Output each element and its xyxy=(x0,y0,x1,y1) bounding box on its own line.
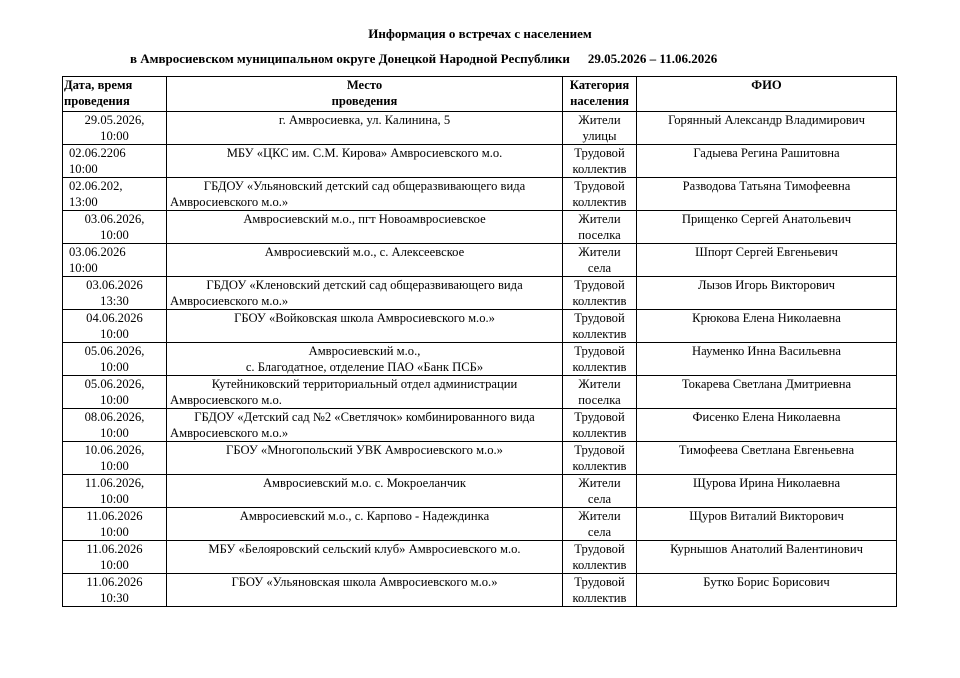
category-line-2: улицы xyxy=(582,129,617,143)
place-line-1: ГБДОУ «Ульяновский детский сад общеразвивающего вида xyxy=(203,179,526,193)
table-row xyxy=(63,145,897,178)
place-line-2: Амвросиевского м.о.» xyxy=(170,195,289,209)
place-line-1: Кутейниковский территориальный отдел администрации xyxy=(211,377,518,391)
category-line-2: села xyxy=(587,261,612,275)
cell-place xyxy=(167,310,563,343)
cell-place xyxy=(167,244,563,277)
fio-text: Шпорт Сергей Евгеньевич xyxy=(695,245,838,259)
category-line-1: Трудовой xyxy=(574,575,625,589)
category-line-1: Трудовой xyxy=(574,179,625,193)
date-text: 02.06.202, xyxy=(69,179,123,193)
cell-place xyxy=(167,343,563,376)
category-line-2: коллектив xyxy=(572,294,627,308)
table-row xyxy=(63,409,897,442)
cell-fio xyxy=(637,376,897,409)
category-line-1: Жители xyxy=(578,509,621,523)
date-text: 08.06.2026, xyxy=(84,410,145,424)
cell-date-time xyxy=(63,244,167,277)
cell-date-time xyxy=(63,442,167,475)
cell-category xyxy=(563,442,637,475)
cell-date-time xyxy=(63,376,167,409)
date-text: 11.06.2026 xyxy=(86,509,143,523)
meetings-table xyxy=(62,76,897,607)
category-line-2: коллектив xyxy=(572,327,627,341)
cell-fio xyxy=(637,574,897,607)
cell-place xyxy=(167,211,563,244)
time-text: 10:00 xyxy=(100,558,129,572)
date-text: 02.06.2206 xyxy=(69,146,126,160)
table-row xyxy=(63,541,897,574)
category-line-2: поселка xyxy=(578,393,621,407)
date-text: 11.06.2026 xyxy=(86,542,143,556)
fio-text: Крюкова Елена Николаевна xyxy=(692,311,841,325)
table-header-row xyxy=(63,77,897,112)
time-text: 10:00 xyxy=(100,525,129,539)
place-line-1: Амвросиевский м.о., с. Алексеевское xyxy=(264,245,465,259)
cell-date-time xyxy=(63,343,167,376)
place-line-2: Амвросиевского м.о. xyxy=(170,393,282,407)
cell-category xyxy=(563,277,637,310)
table-row xyxy=(63,376,897,409)
cell-category xyxy=(563,178,637,211)
cell-date-time xyxy=(63,409,167,442)
category-line-1: Трудовой xyxy=(574,311,625,325)
cell-category xyxy=(563,475,637,508)
category-line-2: поселка xyxy=(578,228,621,242)
header-category: Категория населения xyxy=(563,77,637,112)
cell-date-time xyxy=(63,211,167,244)
place-line-1: Амвросиевский м.о. с. Мокроеланчик xyxy=(262,476,467,490)
cell-category xyxy=(563,211,637,244)
date-text: 11.06.2026, xyxy=(84,476,145,490)
fio-text: Щурова Ирина Николаевна xyxy=(692,476,841,490)
cell-place xyxy=(167,574,563,607)
date-text: 04.06.2026 xyxy=(86,311,143,325)
time-text: 10:00 xyxy=(100,459,129,473)
header-place: Место проведения xyxy=(167,77,563,112)
cell-category xyxy=(563,376,637,409)
cell-fio xyxy=(637,310,897,343)
cell-category xyxy=(563,310,637,343)
date-text: 03.06.2026 xyxy=(69,245,126,259)
subtitle-period: 29.05.2026 – 11.06.2026 xyxy=(587,51,718,66)
cell-place xyxy=(167,475,563,508)
place-line-1: Амвросиевский м.о., с. Карпово - Надеждинка xyxy=(239,509,490,523)
category-line-1: Трудовой xyxy=(574,344,625,358)
place-line-1: Амвросиевский м.о., xyxy=(308,344,421,358)
cell-category xyxy=(563,574,637,607)
cell-place xyxy=(167,277,563,310)
category-line-1: Трудовой xyxy=(574,146,625,160)
cell-place xyxy=(167,541,563,574)
category-line-1: Жители xyxy=(578,377,621,391)
fio-text: Разводова Татьяна Тимофеевна xyxy=(682,179,851,193)
cell-fio xyxy=(637,343,897,376)
cell-fio xyxy=(637,541,897,574)
cell-date-time xyxy=(63,508,167,541)
category-line-1: Жители xyxy=(578,476,621,490)
time-text: 13:00 xyxy=(69,195,98,209)
cell-place xyxy=(167,442,563,475)
cell-fio xyxy=(637,508,897,541)
fio-text: Науменко Инна Васильевна xyxy=(692,344,841,358)
cell-fio xyxy=(637,277,897,310)
date-text: 05.06.2026, xyxy=(84,344,145,358)
time-text: 10:00 xyxy=(100,327,129,341)
cell-fio xyxy=(637,145,897,178)
place-line-1: г. Амвросиевка, ул. Калинина, 5 xyxy=(278,113,451,127)
cell-date-time xyxy=(63,145,167,178)
category-line-2: коллектив xyxy=(572,195,627,209)
cell-category xyxy=(563,409,637,442)
fio-text: Бутко Борис Борисович xyxy=(703,575,830,589)
place-line-1: ГБОУ «Ульяновская школа Амвросиевского м.о.» xyxy=(231,575,498,589)
cell-category xyxy=(563,244,637,277)
cell-fio xyxy=(637,475,897,508)
category-line-1: Трудовой xyxy=(574,542,625,556)
fio-text: Фисенко Елена Николаевна xyxy=(692,410,841,424)
date-text: 03.06.2026 xyxy=(86,278,143,292)
cell-fio xyxy=(637,442,897,475)
cell-date-time xyxy=(63,112,167,145)
table-row xyxy=(63,343,897,376)
table-row xyxy=(63,211,897,244)
place-line-1: ГБДОУ «Кленовский детский сад общеразвивающего вида xyxy=(206,278,523,292)
cell-date-time xyxy=(63,541,167,574)
time-text: 10:00 xyxy=(69,261,98,275)
cell-date-time xyxy=(63,178,167,211)
cell-date-time xyxy=(63,310,167,343)
category-line-2: коллектив xyxy=(572,162,627,176)
fio-text: Щуров Виталий Викторович xyxy=(689,509,844,523)
cell-place xyxy=(167,112,563,145)
place-line-1: Амвросиевский м.о., пгт Новоамвросиевское xyxy=(243,212,486,226)
place-line-1: МБУ «ЦКС им. С.М. Кирова» Амвросиевского м.о. xyxy=(226,146,503,160)
header-fio: ФИО xyxy=(637,77,897,112)
cell-category xyxy=(563,541,637,574)
place-line-1: МБУ «Белояровский сельский клуб» Амвросиевского м.о. xyxy=(208,542,521,556)
place-line-2: Амвросиевского м.о.» xyxy=(170,426,289,440)
category-line-1: Трудовой xyxy=(574,410,625,424)
time-text: 10:00 xyxy=(100,492,129,506)
document-title: Информация о встречах с населением xyxy=(368,26,592,41)
cell-category xyxy=(563,145,637,178)
fio-text: Гадыева Регина Рашитовна xyxy=(693,146,840,160)
time-text: 10:00 xyxy=(100,426,129,440)
table-row xyxy=(63,508,897,541)
cell-fio xyxy=(637,178,897,211)
table-row xyxy=(63,574,897,607)
date-text: 10.06.2026, xyxy=(84,443,145,457)
table-row xyxy=(63,475,897,508)
place-line-2: Амвросиевского м.о.» xyxy=(170,294,289,308)
fio-text: Тимофеева Светлана Евгеньевна xyxy=(678,443,855,457)
fio-text: Прищенко Сергей Анатольевич xyxy=(681,212,852,226)
time-text: 10:00 xyxy=(100,393,129,407)
category-line-1: Трудовой xyxy=(574,278,625,292)
table-row xyxy=(63,310,897,343)
header-date: Дата, время проведения xyxy=(63,77,167,112)
category-line-2: коллектив xyxy=(572,360,627,374)
category-line-2: коллектив xyxy=(572,591,627,605)
fio-text: Лызов Игорь Викторович xyxy=(697,278,836,292)
cell-place xyxy=(167,508,563,541)
date-text: 29.05.2026, xyxy=(84,113,145,127)
category-line-2: коллектив xyxy=(572,558,627,572)
date-text: 03.06.2026, xyxy=(84,212,145,226)
category-line-1: Трудовой xyxy=(574,443,625,457)
fio-text: Курнышов Анатолий Валентинович xyxy=(670,542,863,556)
table-row xyxy=(63,178,897,211)
place-line-2: с. Благодатное, отделение ПАО «Банк ПСБ» xyxy=(245,360,484,374)
table-row xyxy=(63,112,897,145)
time-text: 10:30 xyxy=(100,591,129,605)
cell-fio xyxy=(637,409,897,442)
cell-place xyxy=(167,376,563,409)
cell-category xyxy=(563,112,637,145)
cell-category xyxy=(563,343,637,376)
date-text: 05.06.2026, xyxy=(84,377,145,391)
date-text: 11.06.2026 xyxy=(86,575,143,589)
category-line-1: Жители xyxy=(578,245,621,259)
category-line-2: коллектив xyxy=(572,426,627,440)
time-text: 10:00 xyxy=(100,228,129,242)
cell-date-time xyxy=(63,277,167,310)
cell-fio xyxy=(637,211,897,244)
fio-text: Токарева Светлана Дмитриевна xyxy=(681,377,852,391)
cell-place xyxy=(167,409,563,442)
cell-date-time xyxy=(63,475,167,508)
place-line-1: ГБДОУ «Детский сад №2 «Светлячок» комбинированного вида xyxy=(194,410,535,424)
time-text: 10:00 xyxy=(100,360,129,374)
cell-place xyxy=(167,178,563,211)
category-line-1: Жители xyxy=(578,113,621,127)
table-row xyxy=(63,442,897,475)
cell-fio xyxy=(637,244,897,277)
place-line-1: ГБОУ «Войковская школа Амвросиевского м.о.» xyxy=(234,311,495,325)
time-text: 10:00 xyxy=(69,162,98,176)
cell-category xyxy=(563,508,637,541)
category-line-2: села xyxy=(587,525,612,539)
cell-place xyxy=(167,145,563,178)
place-line-1: ГБОУ «Многопольский УВК Амвросиевского м.о.» xyxy=(226,443,503,457)
category-line-1: Жители xyxy=(578,212,621,226)
time-text: 13:30 xyxy=(100,294,129,308)
time-text: 10:00 xyxy=(100,129,129,143)
fio-text: Горянный Александр Владимирович xyxy=(668,113,865,127)
cell-fio xyxy=(637,112,897,145)
table-row xyxy=(63,277,897,310)
document-subtitle xyxy=(130,51,717,67)
category-line-2: села xyxy=(587,492,612,506)
subtitle-region: в Амвросиевском муниципальном округе Донецкой Народной Республики xyxy=(130,51,570,66)
table-row xyxy=(63,244,897,277)
cell-date-time xyxy=(63,574,167,607)
category-line-2: коллектив xyxy=(572,459,627,473)
